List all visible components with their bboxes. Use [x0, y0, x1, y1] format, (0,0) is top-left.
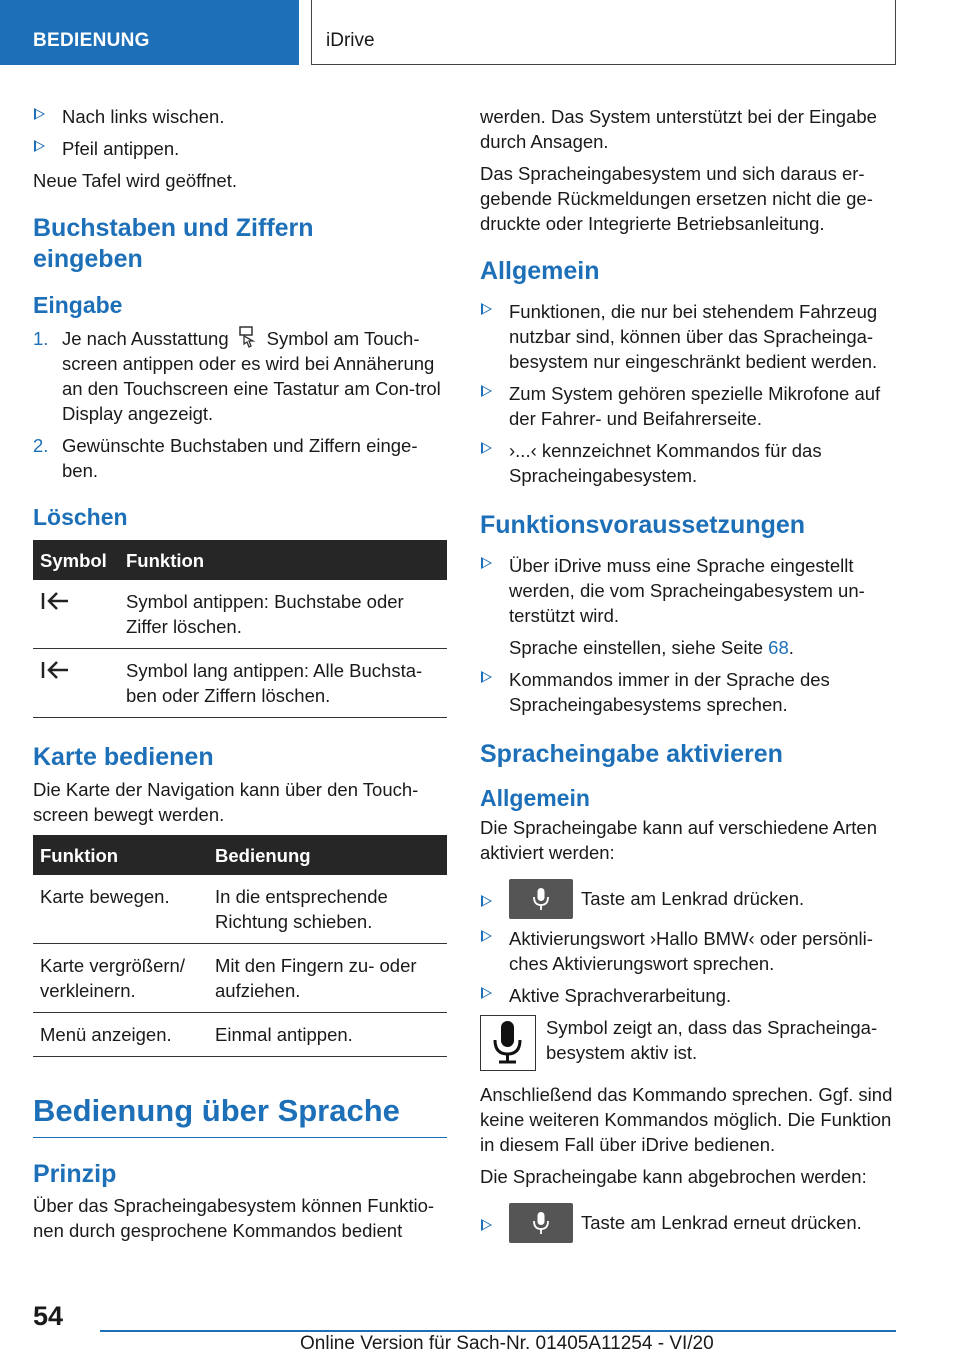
continued-text: werden. Das System unterstützt bei der Eingabe durch Ansagen.: [480, 106, 877, 152]
after-text: Anschließend das Kommando sprechen. Ggf. sind keine weiteren Kommandos möglich. Die Funktion in diesem Fall über iDrive bedienen.: [480, 1084, 893, 1155]
table-header: Funktion: [119, 540, 447, 580]
bullet-triangle-icon: [481, 930, 492, 942]
bullet-item: Nach links wischen.: [33, 104, 447, 129]
principle-text: Über das Spracheingabesystem können Funktio-nen durch gesprochene Kommandos bedient: [33, 1195, 435, 1241]
bullet-triangle-icon: [481, 442, 492, 454]
heading-letters: Buchstaben und Ziffern eingeben: [33, 214, 314, 273]
table-header: Symbol: [33, 540, 119, 580]
step-number: 1.: [33, 328, 49, 349]
bullet-triangle-icon: [481, 671, 492, 683]
delete-table: [33, 540, 447, 718]
footer-online-version: Online Version für Sach-Nr. 01405A11254 - VI/20: [300, 1333, 714, 1354]
continued-text: Das Spracheingabesystem und sich daraus er-gebende Rückmeldungen ersetzen nicht die ge-druckte oder Integrierte Betriebsanleitung.: [480, 163, 873, 234]
step-item: 2. Gewünschte Buchstaben und Ziffern einge-ben.: [33, 435, 418, 481]
table-cell: In die entsprechende Richtung schieben.: [208, 875, 447, 944]
page-link[interactable]: 68: [768, 637, 789, 658]
bullet-item: Über iDrive muss eine Sprache eingestellt werden, die vom Spracheingabesystem un-terstützt wird.: [480, 553, 894, 628]
heading-general-sub: Allgemein: [480, 785, 590, 811]
backspace-icon: [40, 589, 72, 613]
table-row: [33, 944, 447, 1013]
steering-wheel-voice-button-icon: [509, 1203, 573, 1243]
bullet-triangle-icon: [34, 108, 45, 120]
bullet-triangle-icon: [481, 385, 492, 397]
heading-input: Eingabe: [33, 292, 123, 318]
steering-wheel-voice-button-icon: [509, 879, 573, 919]
heading-activate: Spracheingabe aktivieren: [480, 740, 783, 768]
header-section-label: BEDIENUNG: [33, 30, 150, 51]
heading-voice-control: Bedienung über Sprache: [33, 1091, 447, 1138]
heading-delete: Löschen: [33, 504, 128, 530]
right-column: [480, 104, 894, 1250]
table-row: [33, 580, 447, 649]
step-item: 1. Je nach Ausstattung Symbol am Touch-screen antippen oder es wird bei Annäherung an den Touchscreen eine Tastatur am Con-trol Display angezeigt.: [33, 328, 441, 424]
table-row: [33, 649, 447, 718]
heading-general: Allgemein: [480, 257, 600, 285]
bullet-triangle-icon: [481, 895, 492, 907]
bullet-triangle-icon: [481, 303, 492, 315]
step-number: 2.: [33, 435, 49, 456]
heading-requirements: Funktionsvoraussetzungen: [480, 511, 806, 539]
bullet-item: Taste am Lenkrad erneut drücken.: [480, 1203, 894, 1243]
bullet-triangle-icon: [481, 557, 492, 569]
table-cell: Karte vergrößern/ verkleinern.: [33, 944, 208, 1013]
bullet-item: Taste am Lenkrad drücken.: [480, 879, 894, 919]
bullet-item: Pfeil antippen.: [33, 136, 447, 161]
bullet-item: Funktionen, die nur bei stehendem Fahrzeug nutzbar sind, können über das Spracheinga-besystem nur eingeschränkt bedient werden.: [480, 299, 894, 374]
table-cell: Symbol lang antippen: Alle Buchsta-ben oder Ziffern löschen.: [119, 649, 447, 718]
page-number: 54: [33, 1301, 64, 1331]
table-row: [33, 1013, 447, 1057]
map-table: [33, 835, 447, 1057]
header-chapter-box: [311, 0, 896, 65]
heading-principle: Prinzip: [33, 1160, 117, 1188]
table-header: Funktion: [33, 835, 208, 875]
header-section-tab: [0, 0, 299, 65]
backspace-icon: [40, 658, 72, 682]
table-cell: Mit den Fingern zu- oder aufziehen.: [208, 944, 447, 1013]
bullet-item: Aktivierungswort ›Hallo BMW‹ oder persönli-ches Aktivierungswort sprechen.: [480, 926, 894, 976]
mic-note: Symbol zeigt an, dass das Spracheinga-besystem aktiv ist.: [480, 1015, 894, 1073]
table-cell: Einmal antippen.: [208, 1013, 447, 1057]
heading-map: Karte bedienen: [33, 743, 214, 771]
left-column: [33, 104, 447, 1250]
map-text: Die Karte der Navigation kann über den Touch-screen bewegt werden.: [33, 779, 419, 825]
header-chapter-label: iDrive: [326, 30, 375, 51]
table-cell: Menü anzeigen.: [33, 1013, 208, 1057]
microphone-icon: [480, 1015, 536, 1071]
bullet-item: ›...‹ kennzeichnet Kommandos für das Spracheingabesystem.: [480, 438, 894, 488]
table-cell: Symbol antippen: Buchstabe oder Ziffer löschen.: [119, 580, 447, 649]
touch-keyboard-icon: [235, 326, 261, 348]
activate-text: Die Spracheingabe kann auf verschiedene Arten aktiviert werden:: [480, 817, 877, 863]
intro-text: Neue Tafel wird geöffnet.: [33, 170, 237, 191]
bullet-item: Aktive Sprachverarbeitung.: [480, 983, 894, 1008]
bullet-triangle-icon: [481, 987, 492, 999]
table-header: Bedienung: [208, 835, 447, 875]
table-row: [33, 875, 447, 944]
bullet-item: Zum System gehören spezielle Mikrofone auf der Fahrer- und Beifahrerseite.: [480, 381, 894, 431]
req-subtext: Sprache einstellen, siehe Seite 68.: [509, 637, 794, 658]
bullet-item: Kommandos immer in der Sprache des Spracheingabesystems sprechen.: [480, 667, 894, 717]
table-cell: Karte bewegen.: [33, 875, 208, 944]
bullet-triangle-icon: [481, 1219, 492, 1231]
after-text: Die Spracheingabe kann abgebrochen werden:: [480, 1166, 867, 1187]
bullet-triangle-icon: [34, 140, 45, 152]
